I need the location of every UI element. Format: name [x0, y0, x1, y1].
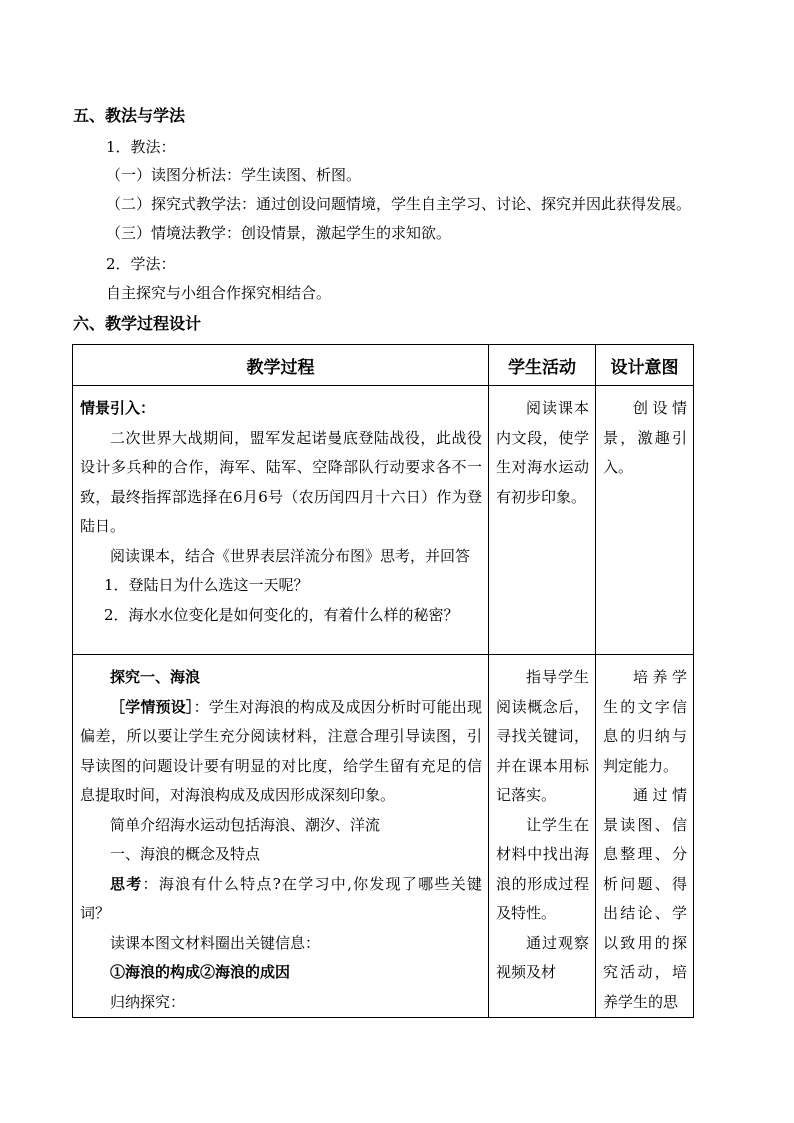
- waves-key-points: ①海浪的构成②海浪的成因: [110, 963, 291, 981]
- waves-intent-1: 培养学生的文字信息的归纳与判定能力。: [603, 668, 687, 775]
- think-label: 思考: [110, 874, 143, 893]
- waves-title: 探究一、海浪: [110, 668, 201, 686]
- waves-summary: 归纳探究：: [110, 992, 186, 1011]
- table-row-explore-waves: [73, 655, 694, 1018]
- intro-process-cell: [73, 386, 489, 655]
- waves-intent-2: 通过情景读图、信息整理、分析问题、得出结论、学以致用的探究活动，培养学生的思: [603, 786, 687, 1011]
- table-row-intro: [73, 386, 694, 655]
- preset-label: ［学情预设］: [110, 697, 194, 716]
- table-header-row: [73, 345, 694, 386]
- intro-question-1: 1．登陆日为什么选这一天呢？: [104, 576, 309, 594]
- learning-method-text: 自主探究与小组合作探究相结合。: [106, 284, 332, 302]
- think-text: ：海浪有什么特点?在学习中,你发现了哪些关键词？: [80, 874, 482, 922]
- intro-activity-text: 阅读课本内文段，使学生对海水运动有初步印象。: [496, 399, 589, 506]
- waves-activity-2: 让学生在材料中找出海浪的形成过程及特性。: [496, 815, 589, 922]
- method-item-2: （二）探究式教学法：通过创设问题情境，学生自主学习、讨论、探究并因此获得发展。: [106, 195, 692, 213]
- intro-para1: 二次世界大战期间，盟军发起诺曼底登陆战役，此战役设计多兵种的合作，海军、陆军、空降部队行动要求各不一致，最终指挥部选择在6月6号（农历闰四月十六日）作为登陆日。: [80, 428, 482, 535]
- preset-text: ：学生对海浪的构成及成因分析时可能出现偏差，所以要让学生充分阅读材料，注意合理引导读图，引导读图的问题设计要有明显的对比度，给学生留有充足的信息提取时间，对海浪构成及成因形成深刻印象。: [80, 697, 482, 804]
- intro-activity-cell: [489, 386, 596, 655]
- intro-para2: 阅读课本，结合《世界表层洋流分布图》思考，并回答: [110, 546, 471, 565]
- section6-title: 六、教学过程设计: [73, 314, 202, 333]
- intro-title: 情景引入：: [80, 399, 156, 417]
- section5-title: 五、教法与学法: [73, 106, 186, 125]
- teaching-method-label: 1．教法：: [106, 138, 176, 156]
- intro-intent-cell: [596, 386, 694, 655]
- waves-activity-1: 指导学生阅读概念后，寻找关键词，并在课本用标记落实。: [496, 668, 589, 804]
- waves-read-instruction: 读课本图文材料圈出关键信息：: [110, 933, 321, 952]
- teaching-process-table: [72, 344, 694, 1018]
- waves-intro: 简单介绍海水运动包括海浪、潮汐、洋流: [110, 815, 381, 834]
- intro-intent-text: 创设情景，激趣引入。: [603, 399, 687, 476]
- waves-subsection-1: 一、海浪的概念及特点: [110, 845, 261, 863]
- header-teaching-process: 教学过程: [73, 345, 489, 386]
- header-design-intent: 设计意图: [596, 345, 694, 386]
- header-student-activity: 学生活动: [489, 345, 596, 386]
- method-item-1: （一）读图分析法：学生读图、析图。: [106, 166, 362, 184]
- waves-activity-3: 通过观察视频及材: [496, 933, 589, 981]
- waves-intent-cell: [596, 655, 694, 1018]
- method-item-3: （三）情境法教学：创设情景，激起学生的求知欲。: [106, 224, 452, 242]
- learning-method-label: 2．学法：: [106, 255, 176, 273]
- intro-question-2: 2．海水水位变化是如何变化的，有着什么样的秘密？: [104, 605, 459, 624]
- waves-activity-cell: [489, 655, 596, 1018]
- waves-process-cell: [73, 655, 489, 1018]
